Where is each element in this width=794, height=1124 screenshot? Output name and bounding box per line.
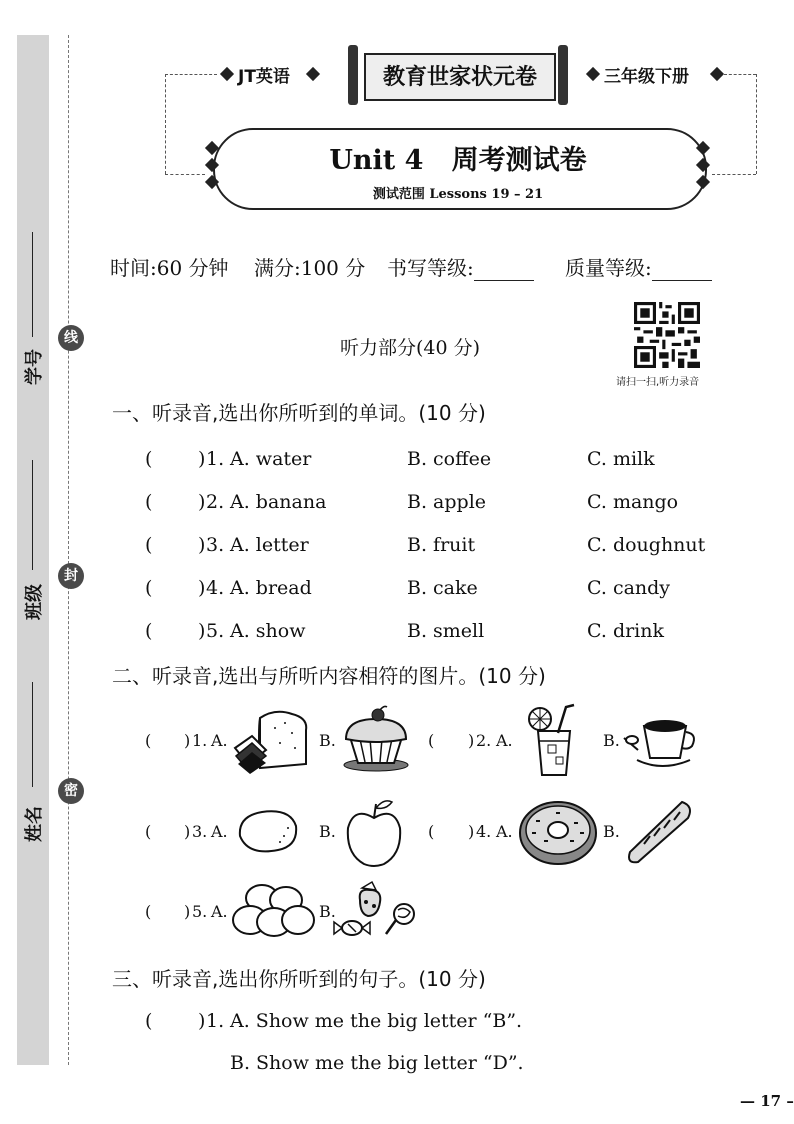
option-b: B. (603, 731, 620, 750)
writing-grade: 书写等级: (387, 252, 534, 281)
option-b: B. cake (407, 577, 478, 599)
candy-icon (332, 878, 418, 942)
diamond-icon (586, 67, 600, 81)
question-number: 2. (476, 731, 492, 750)
question-number: 5. (206, 620, 225, 642)
option-b: B. (319, 902, 336, 921)
seal-seal-mark: 封 (58, 563, 84, 589)
question-number: 1. (206, 1010, 225, 1032)
series-banner (348, 45, 568, 107)
scroll-roll-icon (348, 45, 358, 105)
option-b: B. fruit (407, 534, 476, 556)
question-number: 3. (206, 534, 225, 556)
section1-title: 一、听录音,选出你所听到的单词。(10 分) (112, 401, 486, 425)
page-number: — 17 – (740, 1092, 794, 1110)
question-number: 5. (192, 902, 208, 921)
answer-paren: ) (468, 731, 475, 750)
test-scope: 测试范围 Lessons 19 – 21 (372, 187, 544, 202)
question-number: 1. (206, 448, 225, 470)
option-a: A. bread (230, 577, 312, 599)
answer-paren: ) (184, 902, 191, 921)
seal-line-mark: 线 (58, 325, 84, 351)
option-b: B. smell (407, 620, 485, 642)
header-dash (165, 74, 217, 75)
answer-paren[interactable]: ( (145, 448, 153, 470)
coffee-cup-icon (622, 710, 700, 772)
diamond-icon (710, 67, 724, 81)
time-info: 时间:60 分钟 (110, 256, 229, 280)
score-info: 满分:100 分 (254, 256, 366, 280)
section3-title: 三、听录音,选出你所听到的句子。(10 分) (112, 967, 486, 991)
student-id-line (32, 232, 33, 337)
qr-caption: 请扫一扫,听力录音 (616, 377, 700, 388)
grade-label: 三年级下册 (604, 67, 689, 87)
baguette-icon (624, 798, 694, 868)
question-number: 3. (192, 822, 208, 841)
option-b: B. (319, 731, 336, 750)
option-b: B. (603, 822, 620, 841)
option-b: B. (319, 822, 336, 841)
answer-paren[interactable]: ( (145, 620, 153, 642)
cut-line (68, 35, 69, 1065)
option-a: A. banana (230, 491, 327, 513)
option-a: A. letter (230, 534, 309, 556)
answer-paren[interactable]: ( (428, 822, 435, 841)
scroll-roll-icon (558, 45, 568, 105)
answer-paren[interactable]: ( (145, 534, 153, 556)
class-label: 班级 (24, 584, 45, 620)
student-id-label: 学号 (24, 349, 45, 385)
section2-title: 二、听录音,选出与所听内容相符的图片。(10 分) (112, 664, 546, 688)
answer-paren[interactable]: ( (145, 1010, 153, 1032)
answer-paren: ) (198, 534, 206, 556)
mango-icon (234, 806, 300, 856)
header-dash (756, 74, 757, 174)
option-c: C. doughnut (587, 534, 706, 556)
answer-paren[interactable]: ( (145, 491, 153, 513)
doughnut-icon (518, 800, 598, 866)
answer-paren: ) (198, 1010, 206, 1032)
header-dash (165, 174, 205, 175)
question-number: 1. (192, 731, 208, 750)
name-line (32, 682, 33, 787)
answer-paren: ) (198, 491, 206, 513)
option-a: A. (496, 731, 513, 750)
qr-code-icon[interactable] (634, 302, 700, 368)
option-c: C. mango (587, 491, 679, 513)
question-number: 4. (206, 577, 225, 599)
header-dash (712, 174, 756, 175)
option-a: A. (211, 822, 228, 841)
subject-label: JT英语 (238, 67, 290, 87)
diamond-icon (220, 67, 234, 81)
answer-paren: ) (198, 448, 206, 470)
answer-paren[interactable]: ( (145, 902, 152, 921)
bread-icon (230, 708, 315, 776)
header-dash (724, 74, 756, 75)
series-title: 教育世家状元卷 (364, 53, 556, 101)
answer-paren: ) (184, 822, 191, 841)
option-a: A. Show me the big letter “B”. (230, 1010, 523, 1032)
answer-paren: ) (468, 822, 475, 841)
answer-paren[interactable]: ( (145, 577, 153, 599)
writing-grade-blank[interactable] (474, 262, 534, 281)
option-b: B. coffee (407, 448, 492, 470)
option-a: A. (211, 902, 228, 921)
binding-margin (17, 35, 49, 1065)
apple-icon (344, 798, 404, 868)
answer-paren[interactable]: ( (145, 822, 152, 841)
quality-grade: 质量等级: (565, 252, 712, 281)
listening-section-title: 听力部分(40 分) (340, 337, 481, 359)
answer-paren: ) (184, 731, 191, 750)
option-b: B. Show me the big letter “D”. (230, 1052, 524, 1074)
option-c: C. milk (587, 448, 655, 470)
question-number: 2. (206, 491, 225, 513)
eggs-icon (230, 880, 316, 938)
answer-paren[interactable]: ( (145, 731, 152, 750)
answer-paren: ) (198, 620, 206, 642)
header-dash (165, 74, 166, 174)
option-a: A. (496, 822, 513, 841)
question-number: 4. (476, 822, 492, 841)
answer-paren: ) (198, 577, 206, 599)
class-line (32, 460, 33, 570)
option-a: A. (211, 731, 228, 750)
option-b: B. apple (407, 491, 487, 513)
quality-grade-blank[interactable] (652, 262, 712, 281)
page-title: Unit 4 周考测试卷 (329, 145, 587, 176)
juice-icon (518, 703, 580, 778)
option-a: A. show (230, 620, 306, 642)
option-c: C. candy (587, 577, 671, 599)
cupcake-icon (340, 705, 412, 773)
option-a: A. water (230, 448, 312, 470)
seal-secret-mark: 密 (58, 778, 84, 804)
option-c: C. drink (587, 620, 665, 642)
diamond-icon (306, 67, 320, 81)
answer-paren[interactable]: ( (428, 731, 435, 750)
name-label: 姓名 (24, 806, 45, 842)
